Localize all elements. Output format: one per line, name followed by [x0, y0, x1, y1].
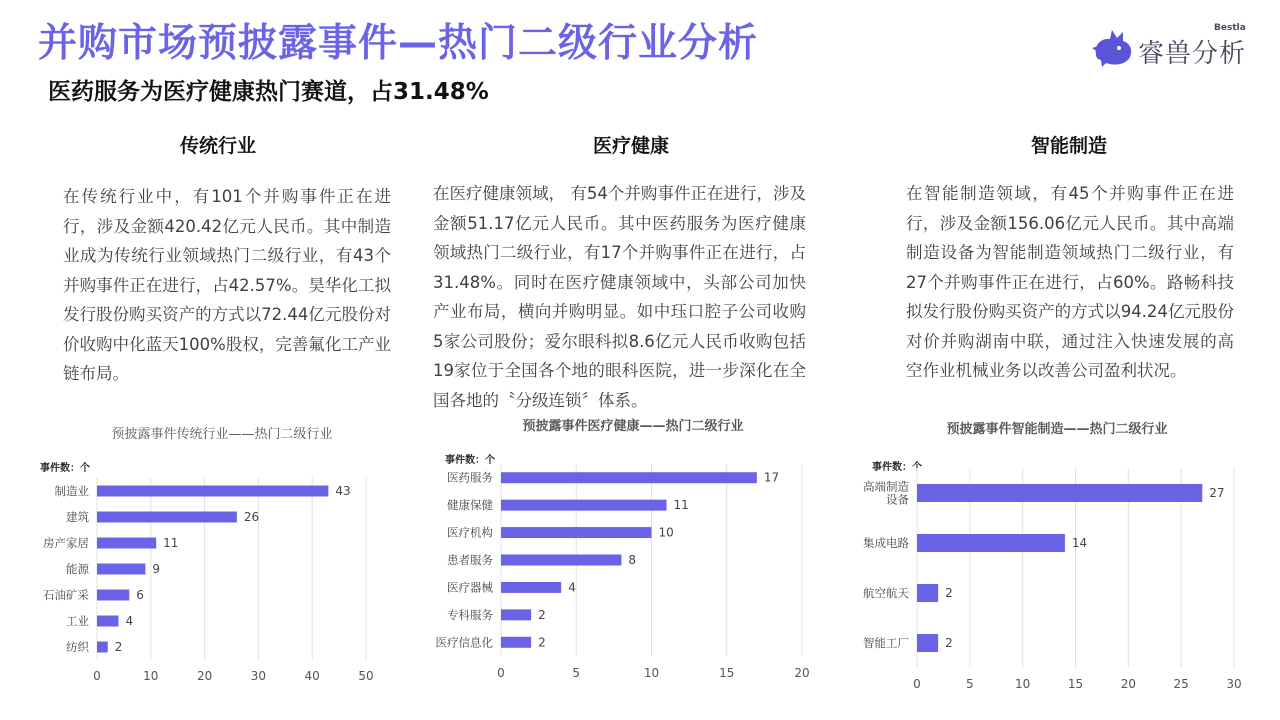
x-tick-label: 5 [572, 666, 581, 680]
chart-title: 预披露事件传统行业——热门二级行业 [111, 427, 333, 442]
x-tick-label: 15 [1067, 677, 1084, 691]
data-label: 11 [163, 536, 179, 550]
data-label: 14 [1071, 536, 1088, 550]
bar [501, 582, 561, 593]
data-label: 11 [673, 498, 689, 513]
x-tick-label: 40 [304, 669, 320, 683]
x-tick-label: 30 [1226, 677, 1242, 691]
category-label: 纺织 [66, 640, 89, 654]
bar [501, 472, 757, 483]
bar [97, 616, 119, 627]
data-label: 8 [628, 553, 637, 567]
column-heading-healthcare: 医疗健康 [592, 135, 669, 157]
x-tick-label: 30 [250, 669, 267, 683]
data-label: 27 [1209, 486, 1225, 500]
bar [917, 484, 1202, 502]
data-label: 9 [152, 562, 161, 576]
category-label: 专科服务 [447, 607, 493, 622]
x-tick-label: 0 [497, 666, 505, 680]
data-label: 2 [538, 607, 546, 622]
category-label: 工业 [66, 614, 89, 628]
x-tick-label: 0 [913, 677, 921, 691]
page-title: 并购市场预披露事件—热门二级行业分析 [38, 21, 759, 66]
column-heading-manufacturing: 智能制造 [1030, 135, 1107, 157]
x-tick-label: 10 [143, 669, 159, 683]
data-label: 2 [945, 636, 953, 650]
data-label: 2 [538, 635, 546, 650]
data-label: 2 [114, 640, 123, 654]
category-label: 医疗器械 [447, 580, 493, 595]
category-label: 健康保健 [447, 498, 493, 513]
category-label: 医疗信息化 [435, 635, 493, 650]
x-tick-label: 20 [1120, 677, 1136, 691]
x-tick-label: 10 [643, 666, 660, 680]
logo-text: 睿兽分析 [1138, 39, 1247, 69]
column-text-healthcare: 在医疗健康领域， 有54个并购事件正在进行，涉及金额51.17亿元人民币。其中医药服务为医疗健康领域热门二级行业，有17个并购事件正在进行，占31.48%。同时在医疗健康领域中，头部公司加快产业布局，横向并购明显。如中珏口腔子公司收购5家公司股份；爱尔眼科拟8.6亿元人民币收购包括19家位于全国各个地的眼科医院，进一步深化在全国各地的〝分级连锁〞体系。 [433, 184, 806, 410]
page-subtitle: 医药服务为医疗健康热门赛道，占31.48% [48, 79, 489, 105]
category-label: 集成电路 [863, 536, 909, 550]
category-label: 设备 [886, 492, 909, 507]
category-label: 建筑 [66, 510, 89, 524]
data-label: 10 [658, 525, 674, 540]
x-tick-label: 20 [794, 666, 810, 680]
bar [97, 642, 108, 653]
bar [97, 486, 328, 497]
data-label: 17 [763, 470, 780, 485]
x-tick-label: 25 [1173, 677, 1189, 691]
data-label: 4 [568, 580, 576, 595]
category-label: 医疗机构 [447, 525, 493, 540]
data-label: 4 [125, 614, 134, 628]
category-label: 智能工厂 [863, 636, 909, 650]
category-label: 医药服务 [447, 470, 493, 485]
x-tick-label: 0 [93, 669, 101, 683]
chart-group-2 [863, 421, 1242, 691]
bar [97, 590, 129, 601]
category-label: 患者服务 [447, 553, 493, 567]
chart-unit-label: 事件数：个 [872, 462, 922, 473]
data-label: 26 [243, 510, 260, 524]
column-text-manufacturing: 在智能制造领域，有45个并购事件正在进行，涉及金额156.06亿元人民币。其中高端制造设备为智能制造领域热门二级行业，有27个并购事件正在进行，占60%。路畅科技拟发行股份购买资产的方式以94.24亿元股份对价并购湖南中联，通过注入快速发展的高空作业机械业务以改善公司盈利状况。 [906, 184, 1234, 380]
chart-group-0 [40, 426, 374, 683]
x-tick-label: 5 [966, 677, 974, 691]
x-tick-label: 15 [719, 666, 735, 680]
data-label: 43 [335, 484, 351, 498]
chart-unit-label: 事件数：个 [40, 463, 90, 474]
chart-unit-label: 事件数：个 [445, 455, 495, 466]
bar [917, 634, 938, 652]
bar [97, 512, 237, 523]
bar [917, 584, 938, 602]
bar [501, 555, 621, 566]
bar [97, 564, 145, 575]
x-tick-label: 20 [196, 669, 213, 683]
category-label: 石油矿采 [43, 588, 89, 602]
category-label: 航空航天 [863, 586, 909, 600]
data-label: 6 [136, 588, 144, 602]
x-tick-label: 50 [358, 669, 374, 683]
chart-group-1 [436, 418, 810, 680]
logo-small-text: Bestla [1214, 23, 1246, 33]
category-label: 高端制造 [863, 479, 909, 494]
category-label: 房产家居 [43, 536, 89, 550]
bar [501, 637, 531, 648]
column-text-traditional: 在传统行业中，有101个并购事件正在进行，涉及金额420.42亿元人民币。其中制造业成为传统行业领域热门二级行业，有43个并购事件正在进行，占42.57%。昊华化工拟发行股份购买资产的方式以72.44亿元股份对价收购中化蓝天100%股权，完善氟化工产业链布局。 [63, 187, 391, 383]
bar [501, 527, 652, 538]
data-label: 2 [945, 586, 953, 600]
chart-title: 预披露事件医疗健康——热门二级行业 [522, 419, 744, 434]
bar [501, 609, 531, 620]
category-label: 能源 [66, 562, 89, 576]
chart-title: 预披露事件智能制造——热门二级行业 [946, 422, 1168, 437]
bar [501, 500, 667, 511]
x-tick-label: 10 [1015, 677, 1031, 691]
bar [97, 538, 156, 549]
category-label: 制造业 [54, 484, 89, 498]
bar [917, 534, 1065, 552]
column-heading-traditional: 传统行业 [179, 135, 256, 157]
